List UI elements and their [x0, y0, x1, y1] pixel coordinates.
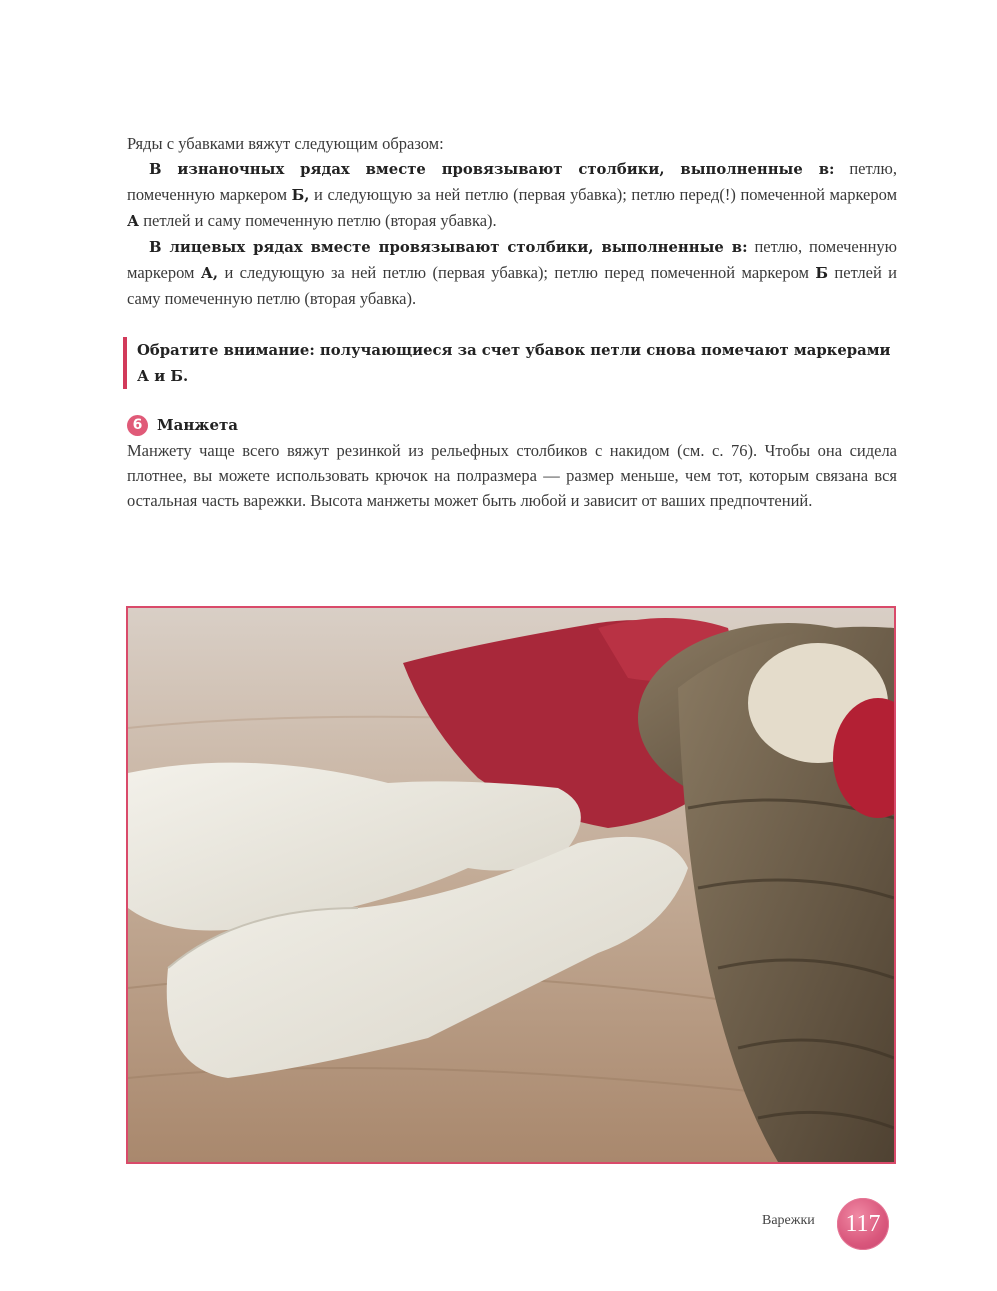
para1-text: и следующую за ней петлю (первая убавка); петлю перед(!) помеченной маркером	[309, 185, 898, 204]
para1-text: петлю, помеченную маркером	[127, 159, 897, 204]
para1-text: петлей и саму помеченную петлю (вторая убавка).	[139, 211, 497, 230]
note-label: Обратите внимание:	[137, 342, 315, 359]
wrong-side-rows-paragraph	[127, 156, 897, 234]
marker-a-label: А,	[200, 265, 219, 282]
marker-b-label: Б	[815, 265, 829, 282]
mittens-illustration	[128, 608, 894, 1162]
section-title: Манжета	[157, 416, 239, 434]
footer-section-label: Варежки	[762, 1213, 815, 1228]
marker-b-label: Б,	[291, 187, 310, 204]
note-text: получающиеся за счет убавок петли снова помечают маркерами А и Б.	[137, 342, 891, 385]
para2-text: и следующую за ней петлю (первая убавка); петлю перед помеченной маркером	[218, 263, 816, 282]
mittens-photo	[126, 606, 896, 1164]
attention-note	[123, 337, 907, 389]
right-side-rows-paragraph	[127, 234, 897, 311]
right-side-rows-lead: В лицевых рядах вместе провязывают столбики, выполненные в:	[149, 239, 748, 256]
section-body: Манжету чаще всего вяжут резинкой из рельефных столбиков с накидом (см. с. 76). Чтобы она сидела плотнее, вы можете использовать крючок на полразмера — размер меньше, чем тот, которым связана вся остальная часть варежки. Высота манжеты может быть любой и зависит от ваших предпочтений.	[127, 441, 897, 510]
section-heading	[127, 413, 238, 437]
instructions-block	[127, 131, 897, 311]
step-number-badge: 6	[127, 415, 148, 436]
page-number-badge: 117	[837, 1198, 889, 1250]
marker-a-label: А	[127, 213, 140, 230]
wrong-side-rows-lead: В изнаночных рядах вместе провязывают столбики, выполненные в:	[149, 161, 835, 178]
para2-text: петлей и саму помеченную петлю (вторая убавка).	[127, 263, 897, 308]
intro-line: Ряды с убавками вяжут следующим образом:	[127, 134, 444, 153]
para2-text: петлю, помеченную маркером	[127, 237, 897, 282]
